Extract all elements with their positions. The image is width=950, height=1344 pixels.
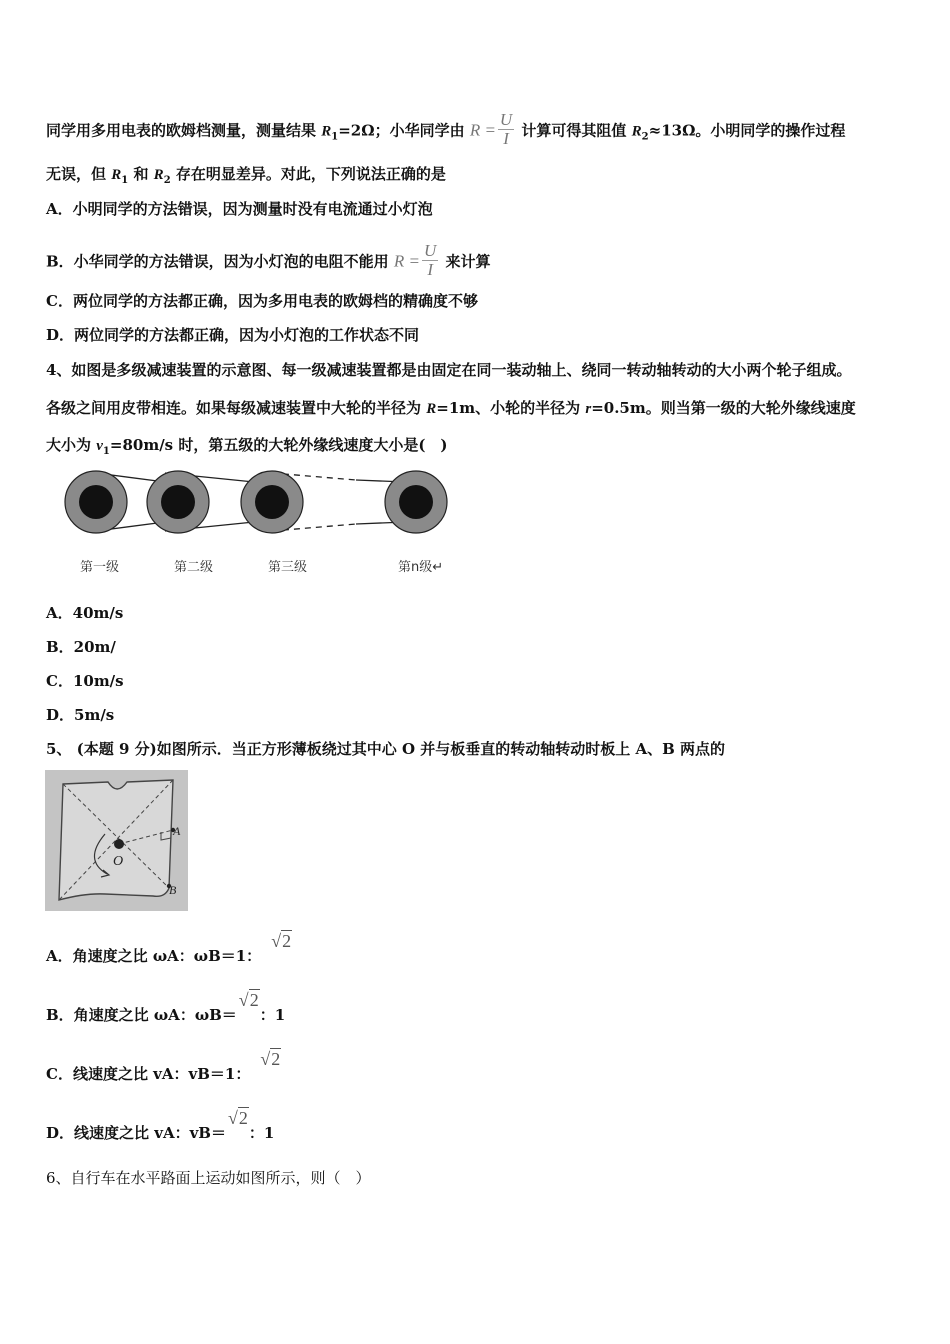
rotating-plate-figure [45, 770, 188, 911]
plate-label-a: A [173, 824, 181, 838]
q4-option-b: B．20m/ [46, 638, 116, 656]
plate-label-b: B [169, 883, 177, 897]
q3-option-a: A．小明同学的方法错误，因为测量时没有电流通过小灯泡 [46, 200, 433, 218]
plate-label-o: O [113, 854, 124, 869]
q5-stem: 5、 (本题 9 分)如图所示．当正方形薄板绕过其中心 O 并与板垂直的转动轴转动时板上 A、B 两点的 [46, 740, 726, 758]
sqrt2-d: √2 [227, 1108, 248, 1128]
sqrt2-a: √2 [271, 931, 292, 951]
q4-option-c: C．10m/s [46, 672, 124, 690]
gear-stage-n [385, 471, 447, 533]
reduction-gear-figure [56, 470, 456, 585]
gear-stage-1 [65, 471, 127, 533]
q4-option-d: D．5m/s [46, 706, 115, 724]
q5-option-c: C．线速度之比 vA：vB＝1：√2 [46, 1049, 281, 1083]
q5-option-d: D．线速度之比 vA：vB＝√2：1 [46, 1108, 275, 1142]
gear-label-3: 第三级 [268, 560, 308, 575]
q4-option-a: A．40m/s [46, 604, 124, 622]
gear-label-n: 第n级↵ [398, 560, 444, 575]
q4-stem-line2: 各级之间用皮带相连。如果每级减速装置中大轮的半径为 R=1m、小轮的半径为 r=0.5m。则当第一级的大轮外缘线速度 [46, 399, 856, 417]
q3-option-d: D．两位同学的方法都正确，因为小灯泡的工作状态不同 [46, 326, 420, 344]
gear-stage-3 [241, 471, 303, 533]
sqrt2-b: √2 [238, 990, 259, 1010]
q3-option-b: B．小华同学的方法错误，因为小灯泡的电阻不能用 R = $\frac{U}{I}$ 来计算 [46, 241, 491, 279]
gear-label-2: 第二级 [174, 560, 214, 575]
q5-option-b: B．角速度之比 ωA：ωB＝√2：1 [46, 990, 286, 1024]
q4-stem-line1: 4、如图是多级减速装置的示意图、每一级减速装置都是由固定在同一装动轴上、绕同一转动轴转动的大小两个轮子组成。 [46, 361, 852, 379]
q3-option-c: C．两位同学的方法都正确，因为多用电表的欧姆档的精确度不够 [46, 292, 478, 310]
r1-symbol: R [321, 123, 332, 140]
q3-stem-line2: 无误，但 $R_1$ 和 $R_2$ 存在明显差异。对此，下列说法正确的是 [46, 165, 446, 186]
q5-option-a: A．角速度之比 ωA：ωB＝1：√2 [46, 931, 292, 965]
gear-stage-2 [147, 471, 209, 533]
gear-label-1: 第一级 [80, 560, 120, 575]
r2-symbol: R [631, 123, 642, 140]
formula-fraction: $\frac{U}{I}$ [499, 110, 513, 148]
sqrt2-c: √2 [260, 1049, 281, 1069]
formula-lhs: R = [469, 120, 496, 140]
q3-stem-line1: 同学用多用电表的欧姆档测量，测量结果 $R_1=2\Omega$；小华同学由 R = $\frac{U}{I}$ 计算可得其阻值 $R_2\approx 13\Omega$。小明同学的操作过程 [46, 110, 846, 148]
q4-stem-line3: 大小为 $v_1=80m/s$ 时，第五级的大轮外缘线速度大小是( ) [46, 436, 448, 457]
q6-stem: 6、自行车在水平路面上运动如图所示，则（ ） [46, 1169, 371, 1187]
